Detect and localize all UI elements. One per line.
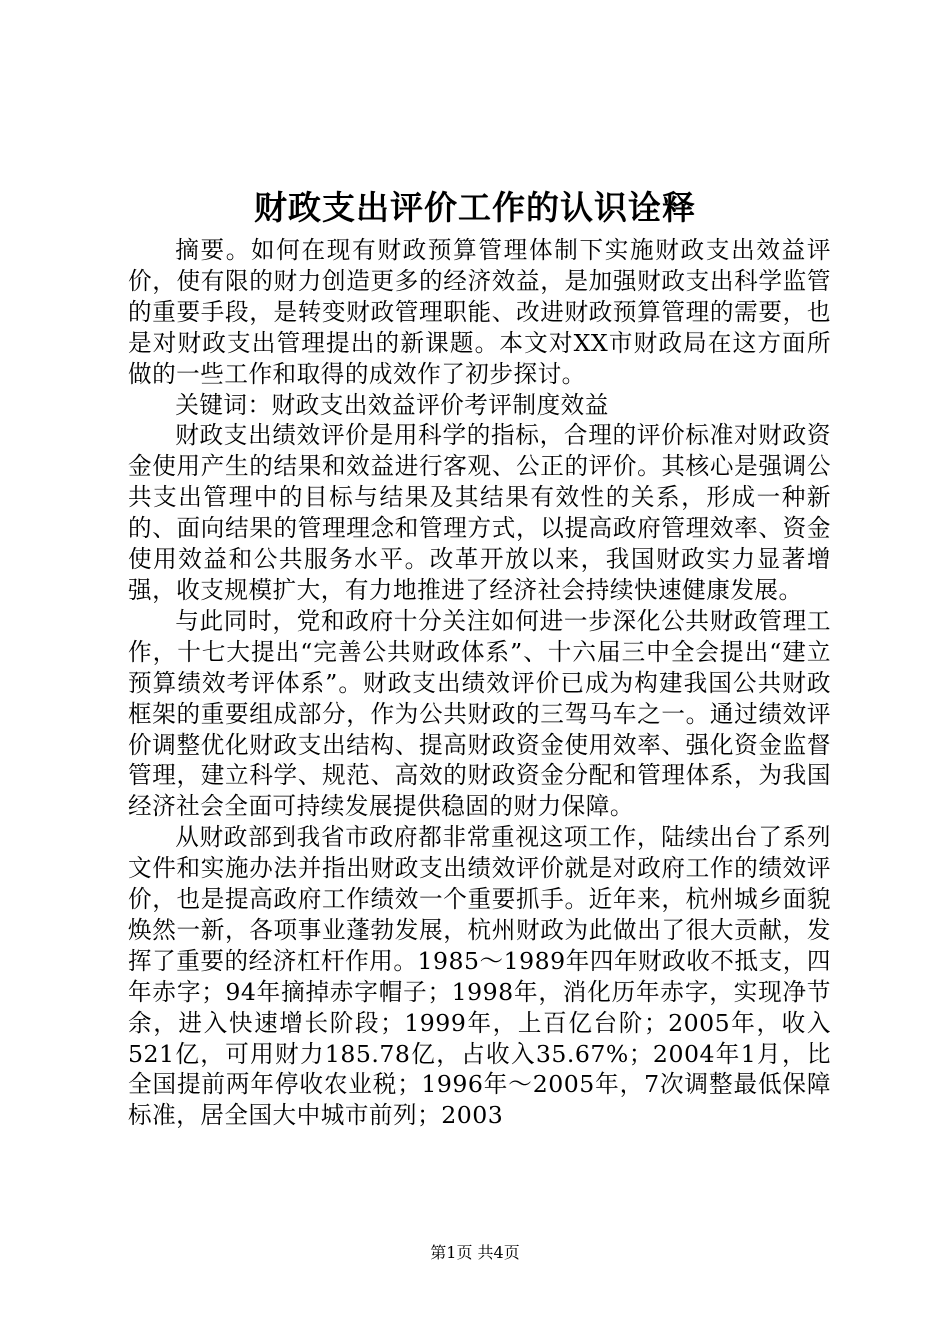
- abstract-paragraph: 摘要。如何在现有财政预算管理体制下实施财政支出效益评价，使有限的财力创造更多的经济效益，是加强财政支出科学监管的重要手段，是转变财政管理职能、改进财政预算管理的需要，也是对财政支出管理提出的新课题。本文对XX市财政局在这方面所做的一些工作和取得的成效作了初步探讨。: [128, 236, 831, 388]
- body-paragraph: 从财政部到我省市政府都非常重视这项工作，陆续出台了系列文件和实施办法并指出财政支出绩效评价就是对政府工作的绩效评价，也是提高政府工作绩效一个重要抓手。近年来，杭州城乡面貌焕然一新，各项事业蓬勃发展，杭州财政为此做出了很大贡献，发挥了重要的经济杠杆作用。1985～1989年四年财政收不抵支，四年赤字；94年摘掉赤字帽子；1998年，消化历年赤字，实现净节余，进入快速增长阶段；1999年，上百亿台阶；2005年，收入521亿，可用财力185.78亿，占收入35.67%；2004年1月，比全国提前两年停收农业税；1996年～2005年，7次调整最低保障标准，居全国大中城市前列；2003: [128, 823, 831, 1130]
- keywords-paragraph: 关键词：财政支出效益评价考评制度效益: [175, 390, 609, 419]
- body-paragraph: 与此同时，党和政府十分关注如何进一步深化公共财政管理工作，十七大提出“完善公共财政体系”、十六届三中全会提出“建立预算绩效考评体系”。财政支出绩效评价已成为构建我国公共财政框架的重要组成部分，作为公共财政的三驾马车之一。通过绩效评价调整优化财政支出结构、提高财政资金使用效率、强化资金监督管理，建立科学、规范、高效的财政资金分配和管理体系，为我国经济社会全面可持续发展提供稳固的财力保障。: [128, 606, 831, 821]
- page-footer: 第1页 共4页: [430, 1243, 520, 1262]
- document-title: 财政支出评价工作的认识诠释: [254, 188, 696, 227]
- document-body: [128, 235, 831, 1131]
- body-paragraph: 财政支出绩效评价是用科学的指标，合理的评价标准对财政资金使用产生的结果和效益进行客观、公正的评价。其核心是强调公共支出管理中的目标与结果及其结果有效性的关系，形成一种新的、面向结果的管理理念和管理方式，以提高政府管理效率、资金使用效益和公共服务水平。改革开放以来，我国财政实力显著增强，收支规模扩大，有力地推进了经济社会持续快速健康发展。: [128, 421, 831, 604]
